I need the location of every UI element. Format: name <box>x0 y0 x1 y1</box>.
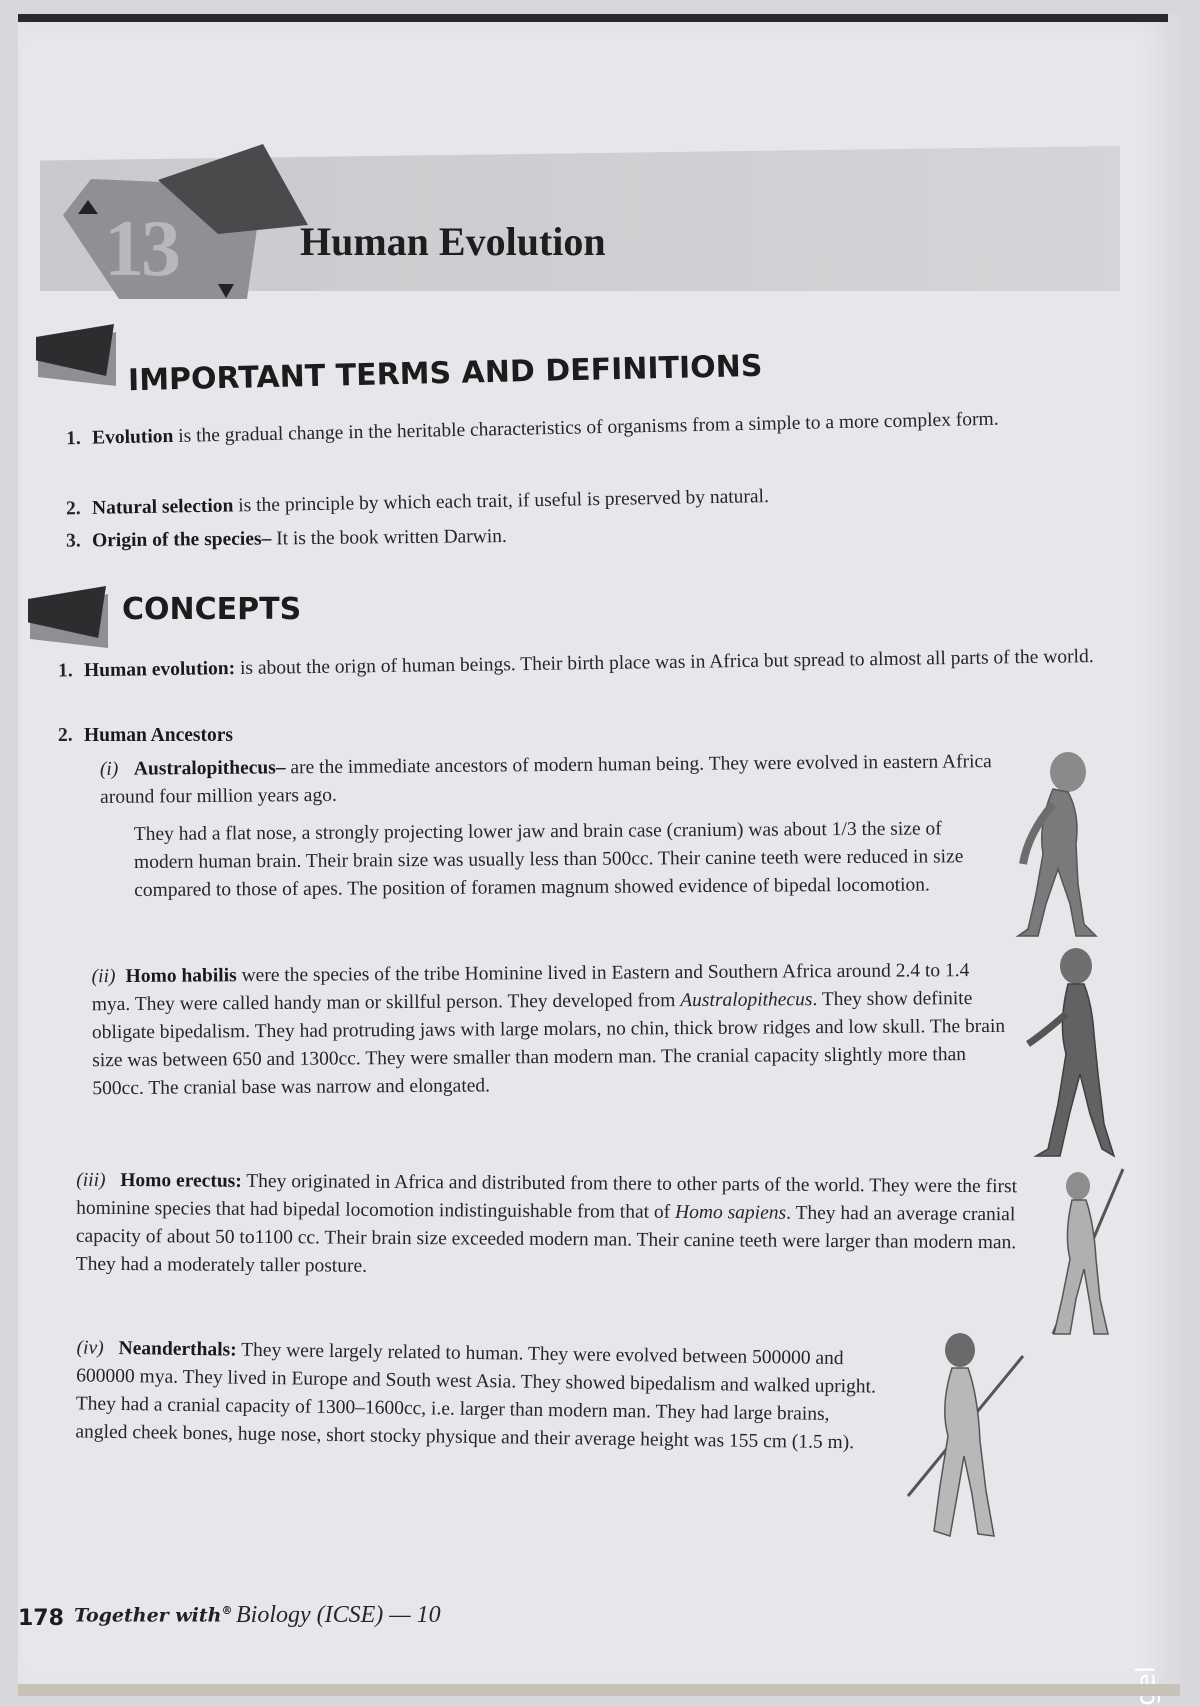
top-rule <box>18 14 1168 22</box>
concepts-heading: CONCEPTS <box>122 592 302 627</box>
ancestor-name: Australopithecus– <box>133 757 286 780</box>
brand-name <box>74 1604 232 1626</box>
book-title: Biology (ICSE) — 10 <box>236 1602 441 1628</box>
ancestor-neanderthals <box>75 1334 882 1457</box>
chapter-number: 13 <box>104 205 178 293</box>
roman-numeral: (i) <box>99 758 119 780</box>
term-text: is the principle by which each trait, if useful is preserved by natural. <box>233 486 770 517</box>
term-text: is the gradual change in the heritable characteristics of organisms from a simple to a more complex form. <box>173 408 999 447</box>
roman-numeral: (iii) <box>76 1169 106 1191</box>
term-item-3 <box>66 516 1136 555</box>
ancestor-australopithecus <box>100 748 1000 812</box>
concept-text: is about the orign of human beings. Their birth place was in Africa but spread to almost all parts of the world. <box>235 646 1094 680</box>
brand-text: Together with <box>74 1604 222 1627</box>
ancestor-text: were the species of the tribe Hominine lived in Eastern and Southern Africa around 2.4 to 1.4 mya. They were called handy man or skillful person. They developed from <box>91 960 970 1016</box>
concept-number: 1. <box>57 660 73 682</box>
term-name: Natural selection <box>91 495 234 519</box>
term-item-1 <box>66 403 1136 453</box>
ancestor-name: Homo habilis <box>125 965 237 987</box>
ancestor-name: Neanderthals: <box>118 1337 237 1361</box>
australopithecus-description: They had a flat nose, a strongly projecting lower jaw and brain case (cranium) was about 1/3 the size of modern human brain. Their brain size was usually less than 500cc. Their canine teeth were reduced in size compared to those of apes. The position of foramen magnum showed evidence of bipedal locomotion. <box>133 818 964 902</box>
roman-numeral: (iv) <box>76 1337 104 1359</box>
ancestor-text: are the immediate ancestors of modern human being. They were evolved in eastern Africa around four million years ago. <box>100 751 992 808</box>
ancestor-text: . They show definite obligate bipedalism. They had protruding jaws with large molars, no chin, thick brow ridges and low skull. The brain size was between 650 and 1300cc. They were smaller than modern man. The cranial capacity slightly more than 500cc. The cranial base was narrow and elongated. <box>91 988 1006 1100</box>
ancestor-text: They were largely related to human. They were evolved between 500000 and 600000 mya. They lived in Europe and South west Asia. They showed bipedalism and walked upright. They had a cranial capacity of 1300–1600cc, i.e. larger than modern man. They had large brains, angled cheek bones, huge nose, short stocky physique and their average height was 155 cm (1.5 m). <box>75 1339 877 1454</box>
bottom-edge <box>18 1684 1180 1696</box>
term-number: 3. <box>65 530 81 552</box>
registered-mark: ® <box>221 1604 233 1617</box>
textbook-page <box>18 14 1180 1696</box>
term-item-2 <box>66 477 1136 524</box>
concept-item-2 <box>58 722 658 750</box>
neanderthal-figure <box>898 1326 1028 1546</box>
ancestor-homo-erectus <box>76 1167 1021 1286</box>
triangle-marker-icon <box>78 200 98 214</box>
species-italic: Homo sapiens <box>674 1201 787 1224</box>
homo-habilis-figure <box>1018 944 1138 1164</box>
concept-number: 2. <box>58 725 73 746</box>
page-number: 178 <box>18 1606 64 1631</box>
term-name: Evolution <box>91 425 174 449</box>
species-italic: Australopithecus <box>680 989 813 1012</box>
ancestor-text: . They had an average cranial capacity of about 50 to1100 cc. Their brain size exceeded modern man. Their canine teeth were larger than modern man. They had a moderately taller posture. <box>75 1202 1017 1277</box>
concept-item-1 <box>58 642 1138 685</box>
term-number: 1. <box>65 427 81 450</box>
concept-title: Human Ancestors <box>84 725 233 746</box>
homo-erectus-figure <box>1028 1164 1138 1344</box>
ancestor-homo-habilis <box>92 957 1013 1103</box>
ancestor-text: They originated in Africa and distributed from there to other parts of the world. They were the first hominine species that had bipedal locomotion indistinguishable from that of <box>76 1170 1018 1223</box>
roman-numeral: (ii) <box>91 966 116 988</box>
australopithecus-figure <box>998 744 1118 944</box>
term-text: It is the book written Darwin. <box>271 525 507 550</box>
chapter-title: Human Evolution <box>300 219 606 264</box>
term-name: Origin of the species– <box>91 528 272 552</box>
term-number: 2. <box>65 498 81 520</box>
terms-heading: IMPORTANT TERMS AND DEFINITIONS <box>127 348 763 399</box>
ancestor-name: Homo erectus: <box>120 1170 242 1192</box>
triangle-marker-icon <box>218 284 234 298</box>
concept-term: Human evolution: <box>83 658 236 682</box>
